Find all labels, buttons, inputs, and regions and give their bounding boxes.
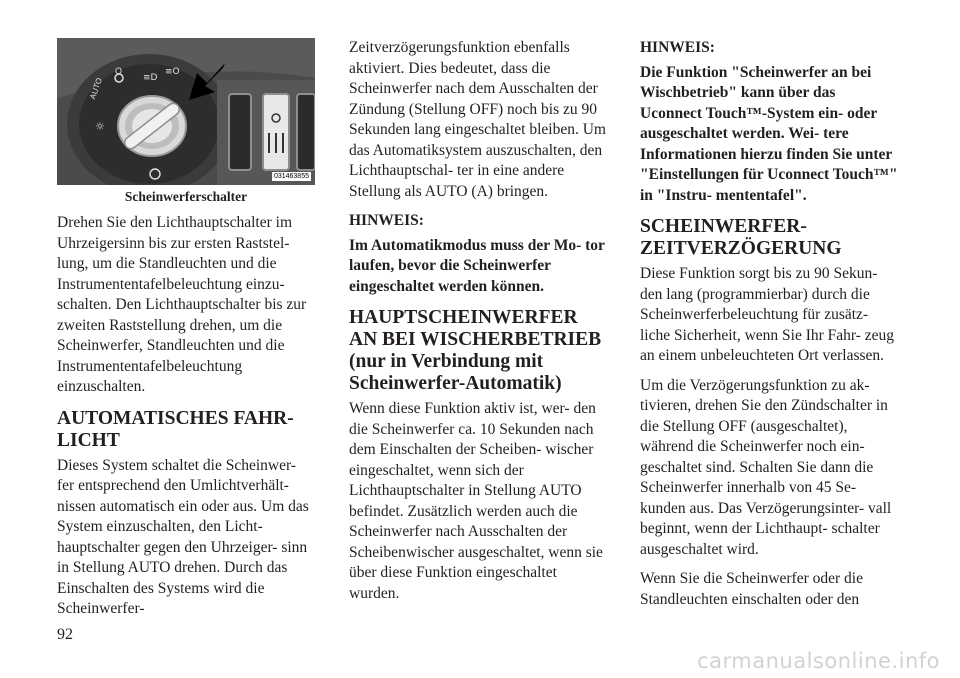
headlight-switch-photo xyxy=(57,38,315,185)
paragraph-delay-activated: Zeitverzögerungsfunktion ebenfalls aktiviert. Dies bedeutet, dass die Scheinwerfer nach dem Ausschalten der Zündung (Stellung OFF) noch bis zu 90 Sekunden lang eingeschaltet bleiben. Um das Automatiksystem auszuschalten, den Lichthauptschal- ter in eine andere Stellung als AUTO (A) bringen. xyxy=(349,39,606,200)
heading-line: AUTOMATISCHES FAHR- xyxy=(57,407,294,429)
off-switch-label: O xyxy=(115,66,123,76)
watermark: carmanualsonline.info xyxy=(697,649,940,673)
heading-line: (nur in Verbindung mit xyxy=(349,351,544,372)
paragraph-automatic-lights: Dieses System schaltet die Scheinwer- fer entsprechend den Umlichtverhält- nissen automatisch ein oder aus. Um das System einzuschalten, den Licht- hauptschalter gegen den Uhrzeiger- sinn in Stellung AUTO drehen. Durch das Einschalten des Systems wird die Scheinwerfer- xyxy=(57,456,309,617)
paragraph-delay-continued: Wenn Sie die Scheinwerfer oder die Standleuchten einschalten oder den xyxy=(640,570,863,608)
heading-headlights-with-wipers xyxy=(349,307,607,395)
column-left xyxy=(57,38,315,629)
heading-line: AN BEI WISCHERBETRIEB xyxy=(349,329,602,350)
heading-automatic-lights xyxy=(57,408,315,452)
figure-caption: Scheinwerferschalter xyxy=(124,189,248,204)
svg-text:≡O: ≡O xyxy=(165,67,180,77)
note-label: HINWEIS: xyxy=(349,212,424,229)
auto-switch-label: AUTO xyxy=(88,76,105,101)
paragraph-headlights-with-wipers: Wenn diese Funktion aktiv ist, wer- den die Scheinwerfer ca. 10 Sekunden nach dem Einschalten der Scheiben- wischer eingeschaltet, wenn sich der Lichthauptschalter in Stellung AUTO befindet. Zusätzlich werden auch die Scheinwerfer nach Ausschalten der Scheibenwischer ausgeschaltet, wenn sie über diese Funktion eingeschaltet wurden. xyxy=(349,400,603,602)
svg-text:☼: ☼ xyxy=(95,120,105,133)
heading-line: ZEITVERZÖGERUNG xyxy=(640,238,842,259)
svg-text:≡D: ≡D xyxy=(143,73,158,83)
note-text-uconnect: Die Funktion "Scheinwerfer an bei Wischbetrieb" kann über das Uconnect Touch™-System ein- oder ausgeschaltet werden. Wei- tere Informationen hierzu finden Sie unter "Einstellungen für Uconnect Touch™" in "Instru- mententafel". xyxy=(640,63,898,204)
column-right xyxy=(640,38,898,619)
heading-line: HAUPTSCHEINWERFER xyxy=(349,307,578,328)
heading-line: SCHEINWERFER- xyxy=(640,216,807,237)
heading-line: Scheinwerfer-Automatik) xyxy=(349,373,562,394)
column-middle xyxy=(349,38,607,613)
paragraph-main-switch: Drehen Sie den Lichthauptschalter im Uhrzeigersinn bis zur ersten Raststel- lung, um die Standleuchten und die Instrumententafelbeleuchtung einzu- schalten. Den Lichthauptschalter bis zur zweiten Raststellung drehen, um die Scheinwerfer, Standleuchten und die Instrumententafelbeleuchtung einzuschalten. xyxy=(57,214,307,395)
heading-headlight-delay xyxy=(640,216,898,260)
image-code: 031463855 xyxy=(273,173,309,180)
headlight-switch-illustration xyxy=(57,38,315,185)
paragraph-delay-purpose: Diese Funktion sorgt bis zu 90 Sekun- den lang (programmierbar) durch die Scheinwerferbeleuchtung für zusätz- liche Sicherheit, wenn Sie Ihr Fahr- zeug an einem unbeleuchteten Ort verlassen. xyxy=(640,265,895,364)
note-text-engine-running: Im Automatikmodus muss der Mo- tor laufen, bevor die Scheinwerfer eingeschaltet werden können. xyxy=(349,236,605,295)
page-number: 92 xyxy=(57,626,73,643)
note-label: HINWEIS: xyxy=(640,39,715,56)
heading-line: LICHT xyxy=(57,429,120,451)
paragraph-delay-activation: Um die Verzögerungsfunktion zu ak- tivieren, drehen Sie den Zündschalter in die Stellung OFF (ausgeschaltet), während die Scheinwerfer noch ein- geschaltet sind. Schalten Sie dann die Scheinwerfer innerhalb von 45 Se- kunden aus. Das Verzögerungsinter- vall beginnt, wenn der Lichthaupt- schalter ausgeschaltet wird. xyxy=(640,376,892,558)
